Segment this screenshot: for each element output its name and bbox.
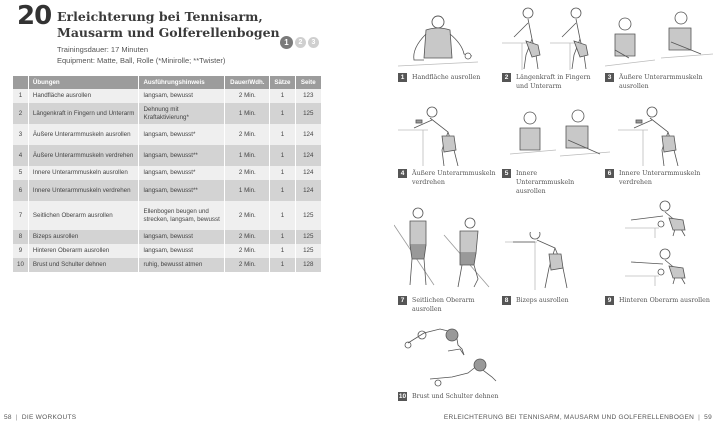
row-num: 4 [13,145,28,166]
level-dot-3: 3 [308,37,319,48]
row-sets: 1 [270,89,295,103]
footer-right [444,414,712,421]
level-indicator [280,37,319,49]
illustration-finger-strength [502,5,597,70]
exercise-caption: Bizeps ausrollen [516,297,569,304]
row-num: 5 [13,166,28,180]
row-exercise: Brust und Schulter dehnen [28,258,139,272]
row-hint: langsam, bewusst* [139,166,225,180]
row-hint: Ellenbogen beugen und strecken, langsam, bewusst [139,201,225,230]
row-page: 124 [295,145,321,166]
row-duration: 2 Min. [225,124,270,145]
chapter-title [57,9,297,41]
row-hint: langsam, bewusst* [139,124,225,145]
row-exercise: Seitlichen Oberarm ausrollen [28,201,139,230]
row-exercise: Innere Unterarmmuskeln verdrehen [28,180,139,201]
row-exercise: Äußere Unterarmmuskeln ausrollen [28,124,139,145]
exercise-number-badge: 10 [398,393,407,400]
row-hint: Dehnung mit Kraftaktivierung* [139,103,225,124]
row-page: 125 [295,103,321,124]
footer-separator: | [698,414,701,421]
exercise-number-badge: 5 [502,169,511,178]
header-duration: Dauer/Wdh. [225,76,270,89]
row-page: 125 [295,244,321,258]
row-num: 10 [13,258,28,272]
row-page: 123 [295,89,321,103]
table-row [13,103,321,124]
header-num [13,76,28,89]
exercise-caption: Äußere Unterarmmuskeln ausrollen [619,74,703,90]
row-sets: 1 [270,201,295,230]
exercise-caption: Äußere Unterarmmuskeln verdrehen [412,170,496,186]
row-num: 6 [13,180,28,201]
illustration-inner-forearm-roll [510,108,610,164]
exercise-caption: Innere Unterarmmuskeln ausrollen [516,170,575,195]
section-name: DIE WORKOUTS [21,414,77,421]
table-row [13,230,321,244]
row-duration: 1 Min. [225,145,270,166]
row-num: 9 [13,244,28,258]
row-sets: 1 [270,230,295,244]
row-hint: ruhig, bewusst atmen [139,258,225,272]
row-page: 124 [295,166,321,180]
row-sets: 1 [270,180,295,201]
table-row [13,258,321,272]
exercise-number-badge: 6 [605,169,614,178]
exercise-caption: Innere Unterarmmuskeln verdrehen [619,170,701,186]
illustration-inner-forearm-twist [618,106,698,166]
table-row [13,180,321,201]
row-duration: 2 Min. [225,258,270,272]
row-duration: 1 Min. [225,103,270,124]
table-header-row [13,76,321,89]
exercise-caption: Seitlichen Oberarm ausrollen [412,297,475,313]
workout-meta [57,44,225,66]
illustration-back-upper-arm-roll [625,198,705,288]
page-number-right: 59 [704,414,712,421]
table-row [13,124,321,145]
exercise-caption: Hinteren Oberarm ausrollen [619,297,710,304]
row-duration: 2 Min. [225,230,270,244]
header-exercise: Übungen [28,76,139,89]
table-row [13,201,321,230]
exercise-number-badge: 4 [398,169,407,178]
row-num: 1 [13,89,28,103]
row-page: 124 [295,180,321,201]
row-sets: 1 [270,103,295,124]
row-exercise: Äußere Unterarmmuskeln verdrehen [28,145,139,166]
row-duration: 2 Min. [225,166,270,180]
row-sets: 1 [270,258,295,272]
table-row [13,145,321,166]
row-exercise: Bizeps ausrollen [28,230,139,244]
row-hint: langsam, bewusst [139,230,225,244]
row-sets: 1 [270,124,295,145]
row-hint: langsam, bewusst [139,244,225,258]
exercise-caption: Brust und Schulter dehnen [412,393,499,400]
row-duration: 2 Min. [225,89,270,103]
row-exercise: Handfläche ausrollen [28,89,139,103]
row-page: 124 [295,124,321,145]
footer-separator: | [15,414,18,421]
illustration-biceps-roll [505,232,575,290]
exercise-number-badge: 1 [398,73,407,82]
chapter-number: 20 [17,1,52,31]
illustration-outer-forearm-roll [605,10,715,68]
equipment: Equipment: Matte, Ball, Rolle (*Minirolle; **Twister) [57,56,226,65]
row-duration: 2 Min. [225,201,270,230]
row-hint: langsam, bewusst [139,89,225,103]
illustration-chest-shoulder-stretch [400,325,500,389]
training-duration: Trainingsdauer: 17 Minuten [57,45,149,54]
exercise-number-badge: 2 [502,73,511,82]
illustration-side-upper-arm-roll [394,205,494,290]
page-number-left: 58 [4,414,12,421]
row-hint: langsam, bewusst** [139,145,225,166]
title-line-2: Mausarm und Golferellenbogen [57,25,280,40]
table-row [13,166,321,180]
row-num: 3 [13,124,28,145]
exercise-number-badge: 7 [398,296,407,305]
exercise-number-badge: 8 [502,296,511,305]
row-num: 7 [13,201,28,230]
row-duration: 2 Min. [225,244,270,258]
row-exercise: Innere Unterarmmuskeln ausrollen [28,166,139,180]
table-row [13,244,321,258]
row-sets: 1 [270,145,295,166]
row-exercise: Hinteren Oberarm ausrollen [28,244,139,258]
row-sets: 1 [270,166,295,180]
row-num: 2 [13,103,28,124]
row-duration: 1 Min. [225,180,270,201]
row-hint: langsam, bewusst** [139,180,225,201]
level-dot-1: 1 [280,36,293,49]
row-exercise: Längenkraft in Fingern und Unterarm [28,103,139,124]
row-sets: 1 [270,244,295,258]
exercise-caption: Handfläche ausrollen [412,74,481,81]
title-line-1: Erleichterung bei Tennisarm, [57,9,263,24]
row-page: 128 [295,258,321,272]
level-dot-2: 2 [295,37,306,48]
footer-left [4,414,76,421]
header-sets: Sätze [270,76,295,89]
running-title: ERLEICHTERUNG BEI TENNISARM, MAUSARM UND GOLFERELLENBOGEN [443,414,695,421]
header-hint: Ausführungshinweis [139,76,225,89]
illustration-hand-roll [398,8,488,68]
exercise-number-badge: 3 [605,73,614,82]
header-page: Seite [295,76,321,89]
exercise-number-badge: 9 [605,296,614,305]
exercise-table [13,76,321,272]
row-page: 125 [295,230,321,244]
exercise-caption: Längenkraft in Fingern und Unterarm [516,74,591,90]
right-page [360,0,720,428]
table-row [13,89,321,103]
illustration-outer-forearm-twist [398,106,478,166]
row-page: 125 [295,201,321,230]
row-num: 8 [13,230,28,244]
